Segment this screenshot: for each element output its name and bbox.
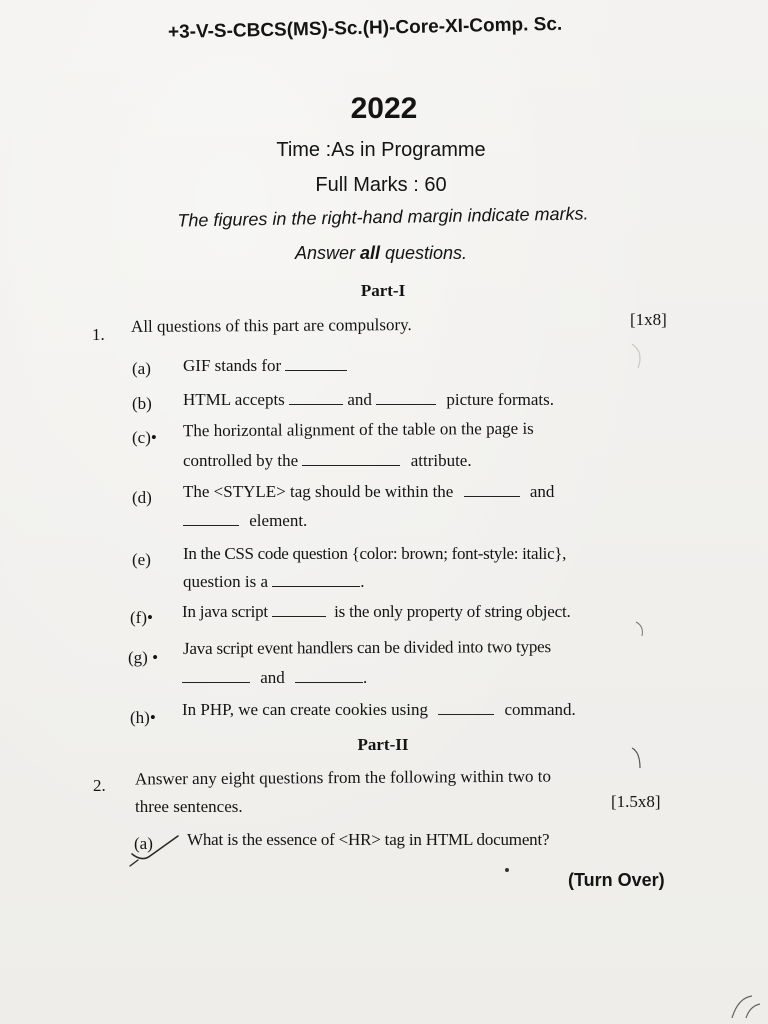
item-h-blank: [438, 700, 494, 715]
item-g-text-3: .: [363, 668, 368, 687]
item-a-text: GIF stands for: [183, 356, 282, 375]
question-1-number: 1.: [92, 325, 105, 344]
item-b-line: [183, 390, 554, 410]
question-2-text-1: Answer any eight questions from the following within two to: [134, 766, 552, 789]
turn-over: (Turn Over): [568, 870, 665, 890]
item-d-line-1: [183, 482, 554, 502]
item-d-blank-2: [183, 511, 239, 526]
item-b-label: (b): [132, 394, 152, 413]
item-c-text-2: controlled by the: [183, 451, 299, 470]
item-g-text-1: Java script event handlers can be divided into two types: [182, 637, 551, 658]
marks-note: The figures in the right-hand margin indicate marks.: [177, 203, 589, 231]
item-f-line: [182, 602, 571, 622]
item-c-label: (c)•: [132, 428, 157, 447]
item-f-blank: [272, 602, 326, 617]
item-e-blank: [272, 572, 360, 587]
item-e-text-1: In the CSS code question {color: brown; font-style: italic},: [183, 544, 567, 563]
full-marks: Full Marks : 60: [315, 174, 447, 196]
item-d-label: (d): [132, 488, 152, 507]
question-2-number: 2.: [93, 776, 106, 795]
item-c-text-3: attribute.: [410, 451, 472, 470]
item-f-text-2: is the only property of string object.: [334, 602, 571, 621]
item-h-text-2: command.: [504, 700, 576, 719]
item-e-label: (e): [132, 550, 151, 569]
item-a-blank: [285, 356, 347, 371]
corner-mark-icon: [728, 988, 764, 1022]
item-2a-label: (a): [134, 834, 153, 853]
item-e-text-3: .: [360, 572, 365, 591]
item-g-blank-1: [182, 668, 250, 683]
item-b-text-3: picture formats.: [446, 390, 554, 409]
pencil-mark-icon: [628, 342, 648, 372]
item-g-blank-2: [295, 668, 363, 683]
course-code: +3-V-S-CBCS(MS)-Sc.(H)-Core-XI-Comp. Sc.: [167, 13, 563, 43]
item-e-line-2: [183, 572, 365, 592]
item-h-line: [182, 700, 576, 720]
item-c-line-2: [183, 451, 472, 471]
answer-bold: all: [359, 243, 380, 263]
item-c-blank: [302, 451, 400, 466]
item-a-label: (a): [132, 359, 151, 378]
item-a-line: [183, 356, 347, 376]
item-b-text-1: HTML accepts: [183, 390, 285, 409]
stray-dot: [505, 868, 509, 872]
part-1-title: Part-I: [360, 281, 406, 300]
item-e-text-2: question is a: [183, 572, 268, 591]
tick-mark-icon: [128, 832, 184, 868]
answer-prefix: Answer: [294, 243, 360, 263]
question-2-text-2: three sentences.: [135, 797, 243, 816]
question-1-text: All questions of this part are compulsory.: [130, 315, 412, 336]
item-b-blank-1: [289, 390, 343, 405]
item-d-text-1: The <STYLE> tag should be within the: [183, 482, 454, 501]
question-1-marks: [1x8]: [630, 310, 667, 329]
item-h-label: (h)•: [130, 708, 156, 727]
item-g-line-2: [182, 668, 367, 688]
part-2-title: Part-II: [357, 735, 409, 754]
question-2-marks: [1.5x8]: [611, 792, 661, 811]
pencil-mark-icon: [634, 620, 648, 638]
item-2a-text: What is the essence of <HR> tag in HTML document?: [187, 830, 550, 849]
item-d-text-2: and: [529, 482, 555, 501]
item-b-blank-2: [376, 390, 436, 405]
item-b-text-2: and: [347, 390, 372, 409]
item-h-text-1: In PHP, we can create cookies using: [182, 700, 428, 719]
item-f-label: (f)•: [130, 608, 153, 627]
answer-instruction: [0, 243, 762, 264]
item-c-text-1: The horizontal alignment of the table on the page is: [182, 418, 534, 441]
item-f-text-1: In java script: [182, 602, 268, 621]
answer-suffix: questions.: [379, 243, 468, 263]
item-d-text-3: element.: [249, 511, 308, 530]
item-d-blank-1: [464, 482, 520, 497]
item-d-line-2: [183, 511, 307, 531]
item-g-label: (g) •: [128, 648, 159, 667]
exam-time: Time :As in Programme: [276, 139, 486, 161]
exam-year: 2022: [350, 92, 418, 125]
item-g-text-2: and: [260, 668, 285, 687]
pencil-mark-icon: [628, 744, 648, 774]
